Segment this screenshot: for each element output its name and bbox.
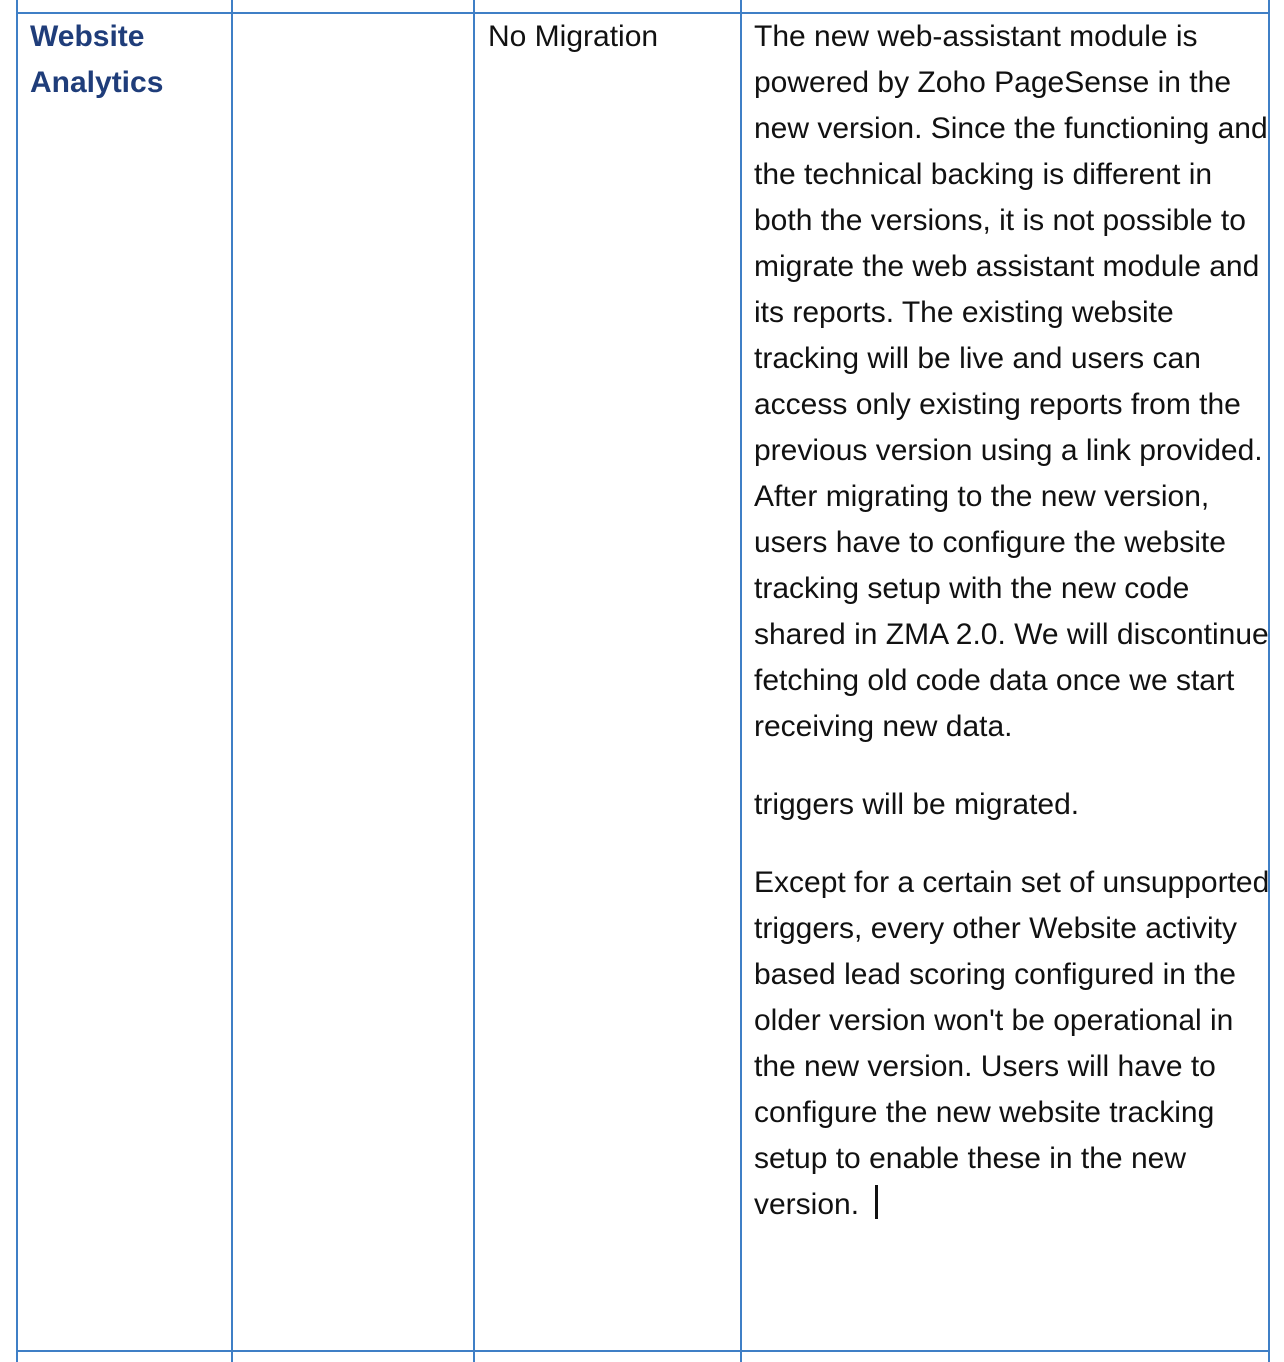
web-assistant-note: The new web-assistant module is powered by Zoho PageSense in the new version. Since the functioning and the technical backing is different in both the versions, it is not possible to migrate the web assistant module and its reports. The existing website tracking will be live and users can access only existing reports from the previous version using a link provided. After migrating to the new version, users have to configure the website tracking setup with the new code shared in ZMA 2.0. We will discontinue fetching old code data once we start receiving new data. — [754, 20, 1269, 743]
column-divider-2 — [473, 0, 475, 1362]
triggers-note: triggers will be migrated. — [754, 788, 1080, 821]
column-divider-1 — [231, 0, 233, 1362]
lead-scoring-note-wrapper — [754, 860, 1274, 1228]
text-cursor-icon — [875, 1185, 878, 1219]
row-bottom-border — [16, 1350, 1270, 1352]
feature-name-cell: Website Analytics — [30, 20, 164, 99]
migration-status-cell: No Migration — [488, 20, 659, 53]
lead-scoring-note: Except for a certain set of unsupported triggers, every other Website activity based lead scoring configured in the older version won't be operational in the new version. Users will have to configure the new website tracking setup to enable these in the new version. — [754, 866, 1270, 1221]
notes-cell[interactable] — [754, 14, 1274, 1228]
column-divider-3 — [740, 0, 742, 1362]
table-left-border — [16, 0, 18, 1362]
